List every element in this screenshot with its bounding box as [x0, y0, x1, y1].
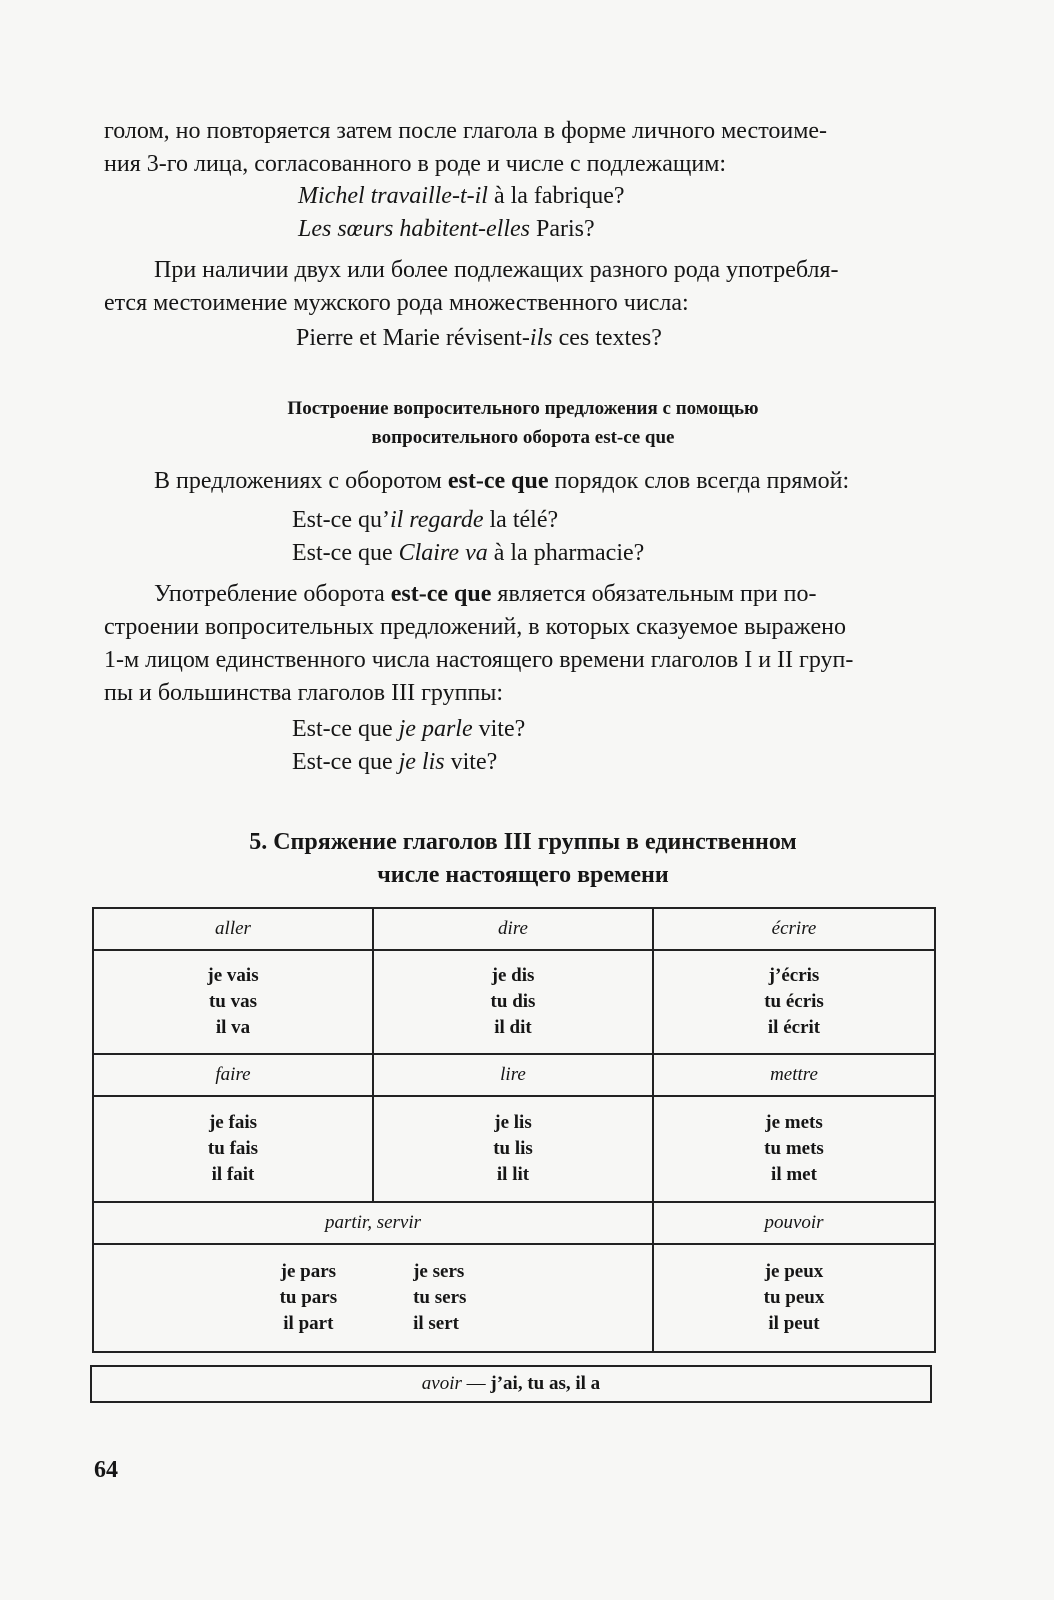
para3-pre: В предложениях с оборотом [154, 468, 448, 494]
example-lis [292, 746, 497, 779]
verb-pouvoir: pouvoir [653, 1202, 935, 1244]
example-soeurs [298, 213, 595, 246]
forms-lire [373, 1096, 653, 1202]
verb-ecrire: écrire [653, 908, 935, 950]
form: tu écris [764, 991, 824, 1012]
forms-dire [373, 950, 653, 1054]
example3-rest: ces textes? [552, 325, 662, 351]
form: il fait [211, 1164, 255, 1185]
example1-rest: à la fabrique? [487, 183, 625, 209]
avoir-dash: — [461, 1373, 491, 1394]
form: il lit [496, 1164, 530, 1185]
form: je vais [207, 965, 259, 986]
form: il sert [413, 1313, 460, 1334]
para4-post1: является обязательным при по- [491, 581, 817, 607]
form: j’écris [768, 965, 820, 986]
example5-italic: Claire va [398, 540, 488, 566]
forms-mettre [653, 1096, 935, 1202]
form: tu peux [763, 1287, 825, 1308]
paragraph-subjects [104, 254, 942, 320]
example6-italic: je parle [398, 716, 473, 742]
form: je fais [208, 1112, 257, 1133]
table-forms-row-1 [93, 950, 935, 1054]
example6-pre: Est-ce que [292, 716, 399, 742]
para4-line3: 1-м лицом единственного числа настоящего времени глаголов I и II груп- [104, 647, 854, 673]
subheading-line2: вопросительного оборота est-ce que [371, 427, 675, 448]
example2-rest: Paris? [530, 216, 595, 242]
form: il écrit [767, 1017, 821, 1038]
verb-partir-servir: partir, servir [93, 1202, 653, 1244]
avoir-verb: avoir [421, 1373, 462, 1394]
para4-bold: est-ce que [390, 581, 492, 607]
form: je lis [494, 1112, 532, 1133]
verb-faire: faire [93, 1054, 373, 1096]
section-line2: числе настоящего времени [377, 862, 669, 888]
example3-pre: Pierre et Marie révisent- [296, 325, 530, 351]
table-header-row-3 [93, 1202, 935, 1244]
example-parle [292, 713, 525, 746]
para3-bold: est-ce que [447, 468, 549, 494]
avoir-box [90, 1365, 932, 1403]
para1-line2: ния 3-го лица, согласованного в роде и числе с подлежащим: [104, 151, 727, 177]
example4-italic: il regarde [389, 507, 484, 533]
form: je dis [491, 965, 535, 986]
subheading-est-ce-que [104, 394, 942, 452]
form: il va [215, 1017, 251, 1038]
form: tu fais [207, 1138, 259, 1159]
form: tu dis [490, 991, 536, 1012]
verb-mettre: mettre [653, 1054, 935, 1096]
example5-rest: à la pharmacie? [487, 540, 645, 566]
example-pharmacie [292, 537, 644, 570]
para2-line1: При наличии двух или более подлежащих разного рода употребля- [154, 257, 839, 283]
form: il dit [494, 1017, 532, 1038]
form: tu vas [208, 991, 258, 1012]
form: tu lis [493, 1138, 533, 1159]
para1-line1: голом, но повторяется затем после глагола в форме личного местоиме- [104, 118, 828, 144]
forms-faire [93, 1096, 373, 1202]
table-header-row-1 [93, 908, 935, 950]
forms-aller [93, 950, 373, 1054]
example7-rest: vite? [444, 749, 498, 775]
form: tu mets [764, 1138, 824, 1159]
verb-dire: dire [373, 908, 653, 950]
forms-partir [280, 1259, 338, 1337]
example5-pre: Est-ce que [292, 540, 399, 566]
para4-line4: пы и большинства глаголов III группы: [104, 680, 504, 706]
example4-pre: Est-ce qu’ [292, 507, 390, 533]
example4-rest: la télé? [483, 507, 559, 533]
form: je mets [765, 1112, 823, 1133]
form: je pars [280, 1261, 337, 1282]
section-heading [104, 826, 942, 892]
conjugation-table [92, 907, 936, 1353]
form: je sers [413, 1261, 465, 1282]
example-pierre [296, 322, 662, 355]
form: il peut [768, 1313, 820, 1334]
page-number: 64 [94, 1457, 118, 1483]
verb-aller: aller [93, 908, 373, 950]
example2-italic: Les sœurs habitent-elles [298, 216, 530, 242]
form: tu pars [279, 1287, 338, 1308]
section-line1: 5. Спряжение глаголов III группы в единственном [249, 829, 797, 855]
forms-ecrire [653, 950, 935, 1054]
example6-rest: vite? [472, 716, 526, 742]
form: il met [771, 1164, 817, 1185]
para4-line2: строении вопросительных предложений, в которых сказуемое выражено [104, 614, 846, 640]
para2-line2: ется местоимение мужского рода множественного числа: [104, 290, 689, 316]
paragraph-intro [104, 115, 942, 181]
para4-pre: Употребление оборота [154, 581, 391, 607]
verb-lire: lire [373, 1054, 653, 1096]
subheading-line1: Построение вопросительного предложения с помощью [287, 398, 759, 419]
example-michel [298, 180, 625, 213]
forms-servir [413, 1259, 466, 1337]
example3-italic: ils [529, 325, 553, 351]
example-tele [292, 504, 558, 537]
forms-partir-servir [93, 1244, 653, 1352]
paragraph-word-order [104, 465, 942, 498]
para3-post: порядок слов всегда прямой: [548, 468, 850, 494]
table-header-row-2 [93, 1054, 935, 1096]
example7-pre: Est-ce que [292, 749, 399, 775]
table-forms-row-2 [93, 1096, 935, 1202]
table-forms-row-3 [93, 1244, 935, 1352]
avoir-forms: j’ai, tu as, il a [490, 1373, 601, 1394]
example1-italic: Michel travaille-t-il [298, 183, 488, 209]
form: je peux [764, 1261, 824, 1282]
example7-italic: je lis [398, 749, 445, 775]
form: tu sers [413, 1287, 467, 1308]
paragraph-usage [104, 578, 942, 710]
forms-pouvoir [653, 1244, 935, 1352]
form: il part [283, 1313, 334, 1334]
